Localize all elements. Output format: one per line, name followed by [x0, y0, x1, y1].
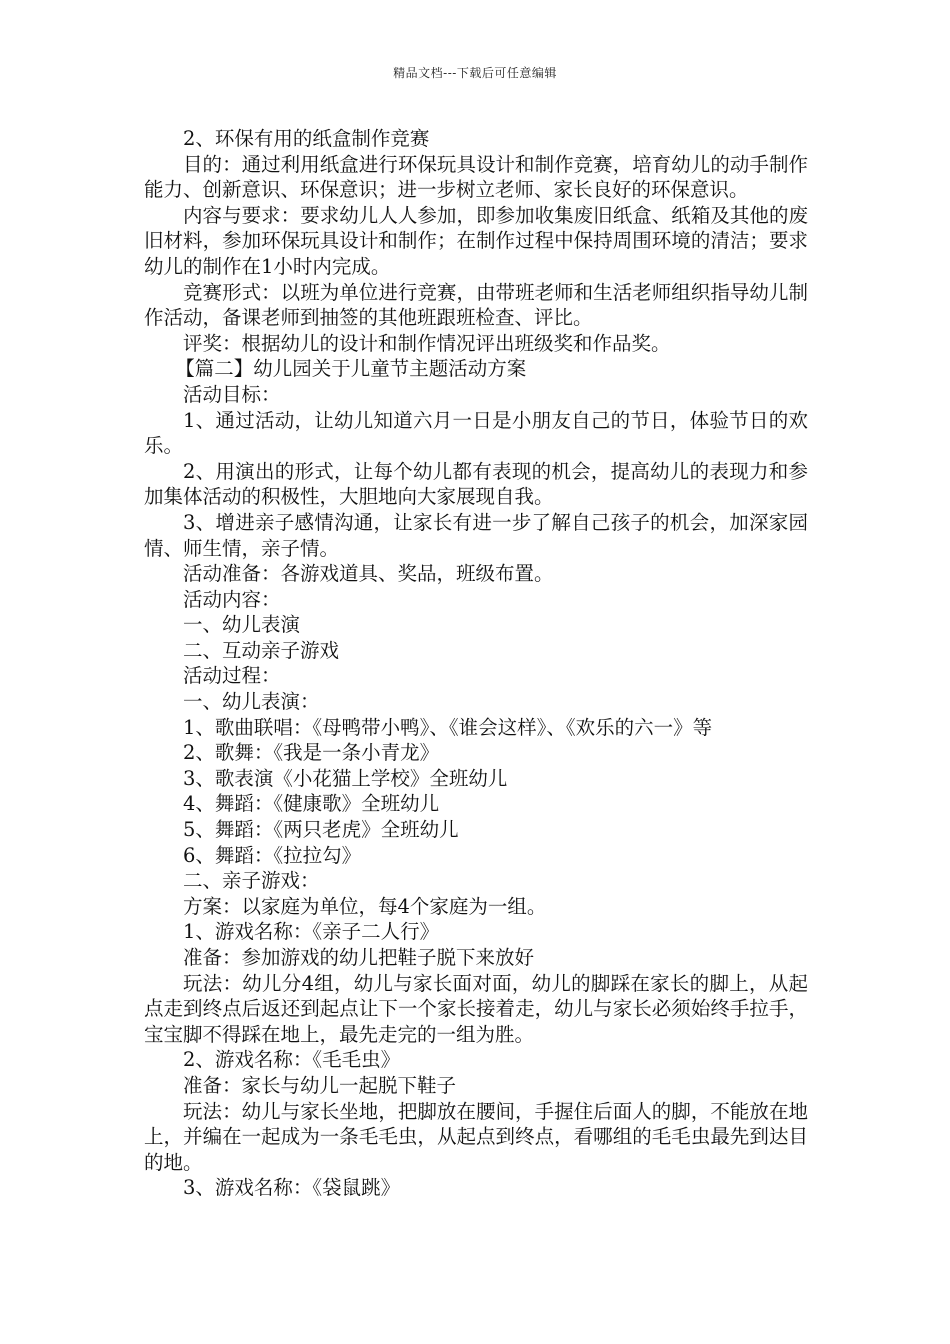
list-item-content-2: 二、互动亲子游戏: [183, 638, 340, 662]
paragraph-awards: 评奖：根据幼儿的设计和制作情况评出班级奖和作品奖。: [183, 331, 671, 355]
game-2-rules: 玩法：幼儿与家长坐地，把脚放在腰间，手握住后面人的脚，不能放在地上，并编在一起成为一条毛毛虫，从起点到终点，看哪组的毛毛虫最先到达目的地。: [144, 1099, 808, 1174]
paragraph-purpose: 目的：通过利用纸盒进行环保玩具设计和制作竞赛，培育幼儿的动手制作能力、创新意识、环保意识；进一步树立老师、家长良好的环保意识。: [144, 152, 808, 202]
list-item-performance-6: 6、舞蹈：《拉拉勾》: [183, 843, 362, 867]
subheading-performances: 一、幼儿表演：: [183, 690, 320, 714]
paragraph-contest-format: 竞赛形式：以班为单位进行竞赛，由带班老师和生活老师组织指导幼儿制作活动，备课老师到抽签的其他班跟班检查、评比。: [144, 280, 808, 330]
list-item-performance-1: 1、歌曲联唱：《母鸭带小鸭》、《谁会这样》、《欢乐的六一》等: [183, 715, 713, 739]
section-heading-part-two: 【篇二】幼儿园关于儿童节主题活动方案: [175, 357, 527, 381]
game-2-preparation: 准备：家长与幼儿一起脱下鞋子: [183, 1073, 457, 1097]
game-1-name: 1、游戏名称：《亲子二人行》: [183, 920, 440, 944]
list-item-performance-3: 3、歌表演《小花猫上学校》全班幼儿: [183, 766, 508, 790]
subheading-parent-child-games: 二、亲子游戏：: [183, 869, 320, 893]
list-item-content-1: 一、幼儿表演: [183, 613, 301, 637]
paragraph-activity-process: 活动过程：: [183, 664, 281, 688]
list-item-goal-1: 1、通过活动，让幼儿知道六月一日是小朋友自己的节日，体验节日的欢乐。: [144, 408, 808, 458]
paragraph-preparation: 活动准备：各游戏道具、奖品，班级布置。: [183, 562, 554, 586]
paragraph-activity-goals: 活动目标：: [183, 382, 281, 406]
game-1-rules: 玩法：幼儿分4组，幼儿与家长面对面，幼儿的脚踩在家长的脚上，从起点走到终点后返还到起点让下一个家长接着走，幼儿与家长必须始终手拉手，宝宝脚不得踩在地上，最先走完的一组为胜。: [144, 971, 808, 1046]
list-item-goal-3: 3、增进亲子感情沟通，让家长有进一步了解自己孩子的机会，加深家园情、师生情，亲子情。: [144, 510, 808, 560]
list-item-performance-5: 5、舞蹈：《两只老虎》全班幼儿: [183, 818, 459, 842]
paragraph-requirements: 内容与要求：要求幼儿人人参加，即参加收集废旧纸盒、纸箱及其他的废旧材料，参加环保玩具设计和制作；在制作过程中保持周围环境的清洁；要求幼儿的制作在1小时内完成。: [144, 203, 808, 278]
paragraph-activity-content: 活动内容：: [183, 587, 281, 611]
list-item-performance-2: 2、歌舞：《我是一条小青龙》: [183, 741, 440, 765]
paragraph-contest-title: 2、环保有用的纸盒制作竞赛: [183, 127, 430, 150]
list-item-performance-4: 4、舞蹈：《健康歌》全班幼儿: [183, 792, 440, 816]
game-2-name: 2、游戏名称：《毛毛虫》: [183, 1048, 401, 1072]
paragraph-plan: 方案：以家庭为单位，每4个家庭为一组。: [183, 894, 547, 918]
page-header: 精品文档---下载后可任意编辑: [393, 66, 557, 80]
list-item-goal-2: 2、用演出的形式，让每个幼儿都有表现的机会，提高幼儿的表现力和参加集体活动的积极性，大胆地向大家展现自我。: [144, 459, 808, 509]
document-body: [144, 126, 808, 1201]
game-3-name: 3、游戏名称：《袋鼠跳》: [183, 1176, 401, 1200]
game-1-preparation: 准备：参加游戏的幼儿把鞋子脱下来放好: [183, 946, 535, 969]
